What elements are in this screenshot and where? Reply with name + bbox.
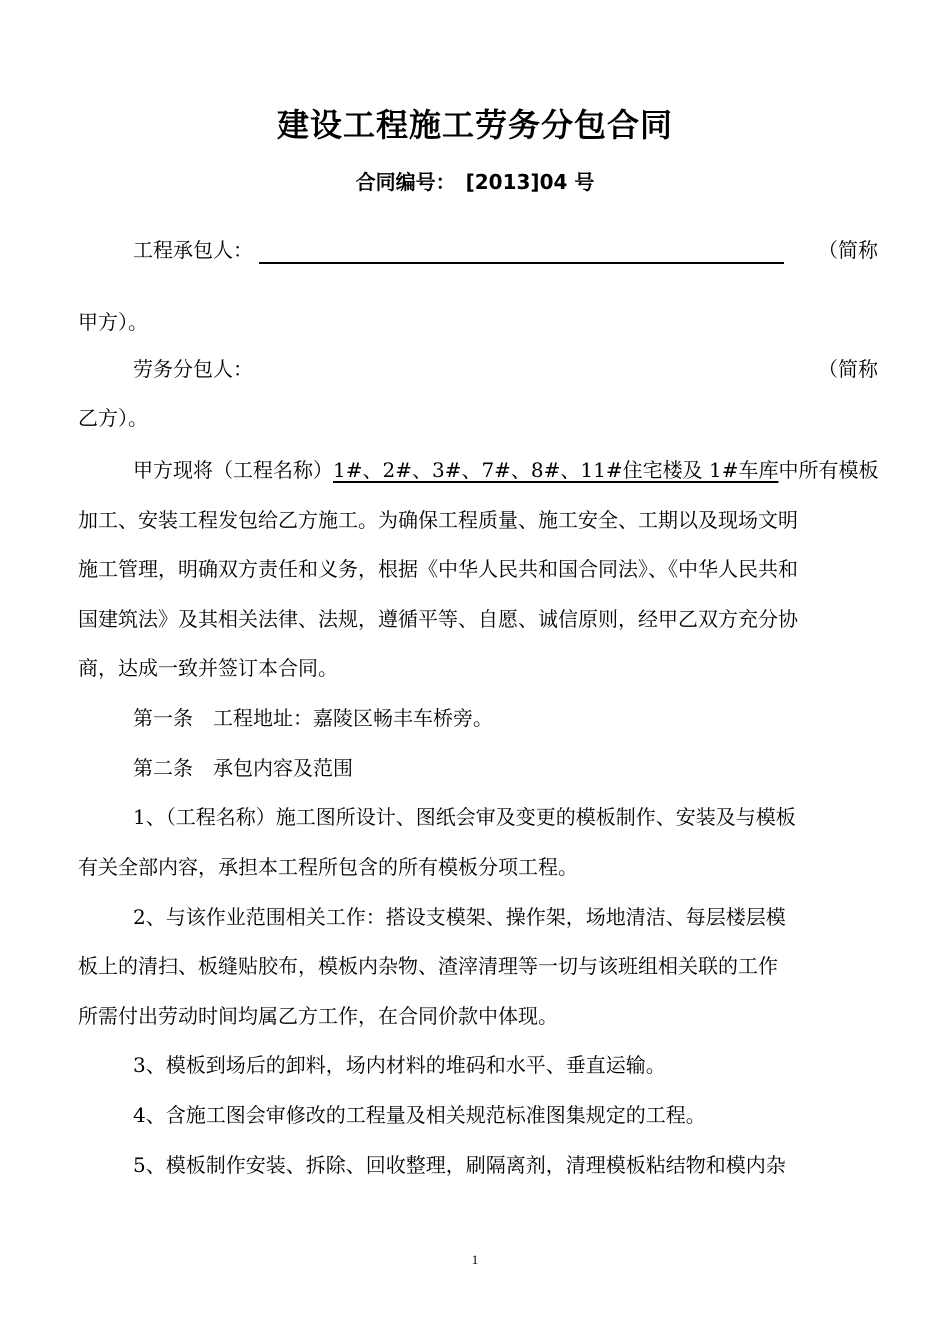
article-2-item-2: 2、与该作业范围相关工作：搭设支模架、操作架，场地清洁、每层楼层模 xyxy=(133,905,786,929)
intro-line: 施工管理，明确双方责任和义务，根据《中华人民共和国合同法》、《中华人民共和 xyxy=(78,557,798,581)
subcontractor-abbr-note: （简称 xyxy=(818,357,878,381)
intro-line: 加工、安装工程发包给乙方施工。为确保工程质量、施工安全、工期以及现场文明 xyxy=(78,508,798,532)
page-title: 建设工程施工劳务分包合同 xyxy=(276,106,673,144)
contractor-label: 工程承包人： xyxy=(133,238,253,262)
contractor-abbr-note: （简称 xyxy=(818,238,878,262)
project-name: 1#、2#、3#、7#、8#、11#住宅楼及 1#车库 xyxy=(333,458,779,482)
subcontractor-line xyxy=(133,355,878,383)
subcontractor-label: 劳务分包人： xyxy=(133,357,253,381)
article-2-item-2-cont: 板上的清扫、板缝贴胶布，模板内杂物、渣滓清理等一切与该班组相关联的工作 xyxy=(78,954,778,978)
subcontractor-abbr-cont: 乙方）。 xyxy=(78,406,148,430)
contractor-line xyxy=(133,236,878,264)
article-2-item-5: 5、模板制作安装、拆除、回收整理，刷隔离剂，清理模板粘结物和模内杂 xyxy=(133,1153,786,1177)
intro-first-line xyxy=(133,456,878,484)
article-2-item-3: 3、模板到场后的卸料，场内材料的堆码和水平、垂直运输。 xyxy=(133,1053,666,1077)
article-2-item-4: 4、含施工图会审修改的工程量及相关规范标准图集规定的工程。 xyxy=(133,1103,706,1127)
contract-number: 合同编号： [2013]04 号 xyxy=(355,170,595,194)
intro-line: 国建筑法》及其相关法律、法规，遵循平等、自愿、诚信原则，经甲乙双方充分协 xyxy=(78,607,798,631)
page-number: 1 xyxy=(471,1252,479,1267)
intro-prefix: 甲方现将（工程名称） xyxy=(133,458,333,482)
intro-suffix: 中所有模板 xyxy=(778,458,878,482)
contractor-abbr-cont: 甲方）。 xyxy=(78,310,148,334)
article-2-item-1: 1、（工程名称）施工图所设计、图纸会审及变更的模板制作、安装及与模板 xyxy=(133,805,796,829)
article-2-item-2-cont: 所需付出劳动时间均属乙方工作，在合同价款中体现。 xyxy=(78,1004,558,1028)
article-1: 第一条 工程地址：嘉陵区畅丰车桥旁。 xyxy=(133,706,493,730)
article-2-item-1-cont: 有关全部内容，承担本工程所包含的所有模板分项工程。 xyxy=(78,855,578,879)
intro-line: 商，达成一致并签订本合同。 xyxy=(78,656,338,680)
article-2-heading: 第二条 承包内容及范围 xyxy=(133,756,353,780)
contractor-name-field[interactable] xyxy=(259,240,784,264)
